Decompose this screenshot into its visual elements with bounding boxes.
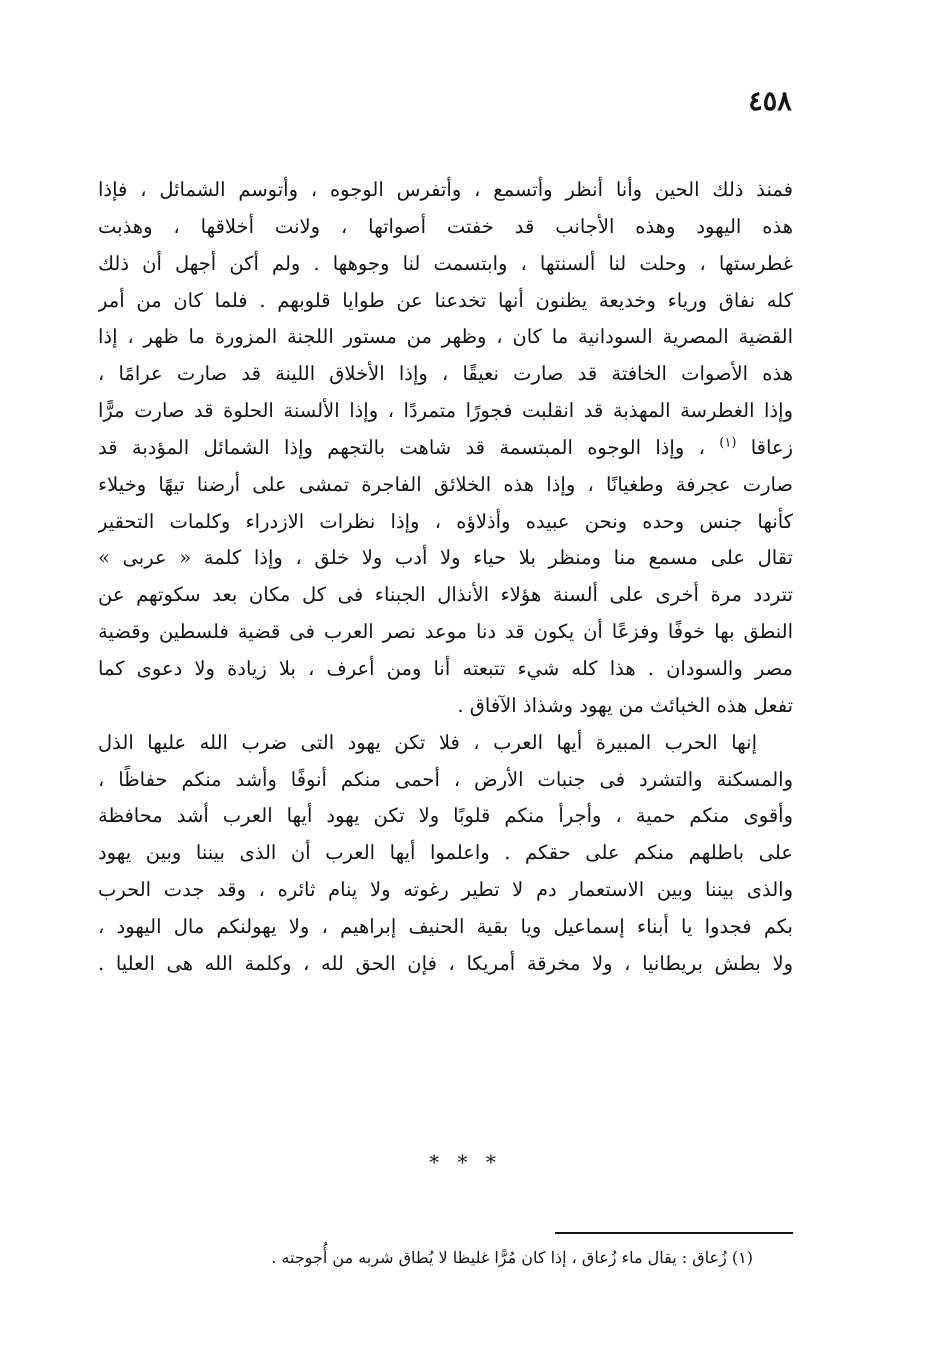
footnote-divider [555, 1232, 793, 1234]
text-line: تتردد مرة أخرى على ألسنة هؤلاء الأنذال الجبناء فى كل مكان بعد سكوتهم عن [98, 583, 793, 607]
footnote [98, 1248, 753, 1267]
text-line: إنها الحرب المبيرة أيها العرب ، فلا تكن يهود التى ضرب الله عليها الذل [98, 730, 757, 754]
page-number: ٤٥٨ [748, 86, 792, 117]
section-separator: * * * [429, 1150, 502, 1174]
text-line: صارت عجرفة وطغيانًا ، وإذا هذه الخلائق الفاجرة تمشى على أرضنا تيهًا وخيلاء [98, 472, 793, 496]
text-line: فمنذ ذلك الحين وأنا أنظر وأتسمع ، وأتفرس الوجوه ، وأتوسم الشمائل ، فإذا [98, 178, 793, 201]
text-line: هذه الأصوات الخافتة قد صارت نعيقًا ، وإذا الأخلاق اللينة قد صارت عرامًا ، [98, 362, 793, 386]
text-line: كله نفاق ورياء وخديعة يظنون أنها تخدعنا عن طوايا قلوبهم . فلما كان من أمر [98, 288, 793, 312]
text-line: مصر والسودان . هذا كله شيء تتبعته أنا ومن أعرف ، بلا زيادة ولا دعوى كما [98, 656, 793, 680]
text-line: النطق بها خوفًا وفزعًا أن يكون قد دنا موعد نصر العرب فى قضية فلسطين وقضية [98, 620, 793, 644]
text-line: والمسكنة والتشرد فى جنبات الأرض ، أحمى منكم أنوفًا وأشد منكم حفاظًا ، [98, 767, 793, 791]
footnote-number: (١) [731, 1248, 753, 1267]
text-line: هذه اليهود وهذه الأجانب قد خفتت أصواتها ، ولانت أخلاقها ، وهذبت [98, 214, 793, 238]
paragraph-1 [98, 172, 793, 725]
text-line: غطرستها ، وحلت لنا ألسنتها ، وابتسمت لنا وجوهها . ولم أكن أجهل أن ذلك [98, 251, 793, 275]
text-line: وأقوى منكم حمية ، وأجرأ منكم قلوبًا ولا تكن يهود أيها العرب أشد محافظة [98, 804, 793, 828]
text-line-with-footnote [98, 430, 793, 467]
text-line: القضية المصرية السودانية ما كان ، وظهر من مستور اللجنة المزورة ما ظهر ، إذا [98, 325, 793, 349]
text-line: ولا بطش بريطانيا ، ولا مخرقة أمريكا ، فإن الحق لله ، وكلمة الله هى العليا . [98, 951, 793, 975]
text-line: تقال على مسمع منا ومنظر بلا حياء ولا أدب ولا خلق ، وإذا كلمة « عربى » [98, 546, 793, 570]
text-line: والذى بيننا وبين الاستعمار دم لا تطير رغوته ولا ينام ثائره ، وقد جدت الحرب [98, 878, 793, 902]
text-line: كأنها جنس وحده ونحن عبيده وأذلاؤه ، وإذا نظرات الازدراء وكلمات التحقير [98, 509, 793, 533]
footnote-text: زُعاق : يقال ماء زُعاق ، إذا كان مُرًّا غليظا لا يُطاق شربه من أُجوجته . [271, 1248, 727, 1267]
footnote-reference: (١) [719, 435, 737, 451]
paragraph-2 [98, 725, 793, 983]
body-text [98, 172, 793, 983]
text-segment: زعاقا [750, 435, 793, 459]
text-line: وإذا الغطرسة المهذبة قد انقلبت فجورًا متمردًا ، وإذا الألسنة الحلوة قد صارت مرًّا [98, 399, 793, 423]
text-line: تفعل هذه الخبائث من يهود وشذاذ الآفاق . [457, 693, 793, 717]
text-segment: ، وإذا الوجوه المبتسمة قد شاهت بالتجهم وإذا الشمائل المؤدبة قد [98, 435, 705, 459]
text-line: على باطلهم منكم على حقكم . واعلموا أيها العرب أن الذى بيننا وبين يهود [98, 841, 793, 865]
text-line: بكم فجدوا يا أبناء إسماعيل ويا بقية الحنيف إبراهيم ، ولا يهولنكم مال اليهود ، [98, 914, 793, 938]
